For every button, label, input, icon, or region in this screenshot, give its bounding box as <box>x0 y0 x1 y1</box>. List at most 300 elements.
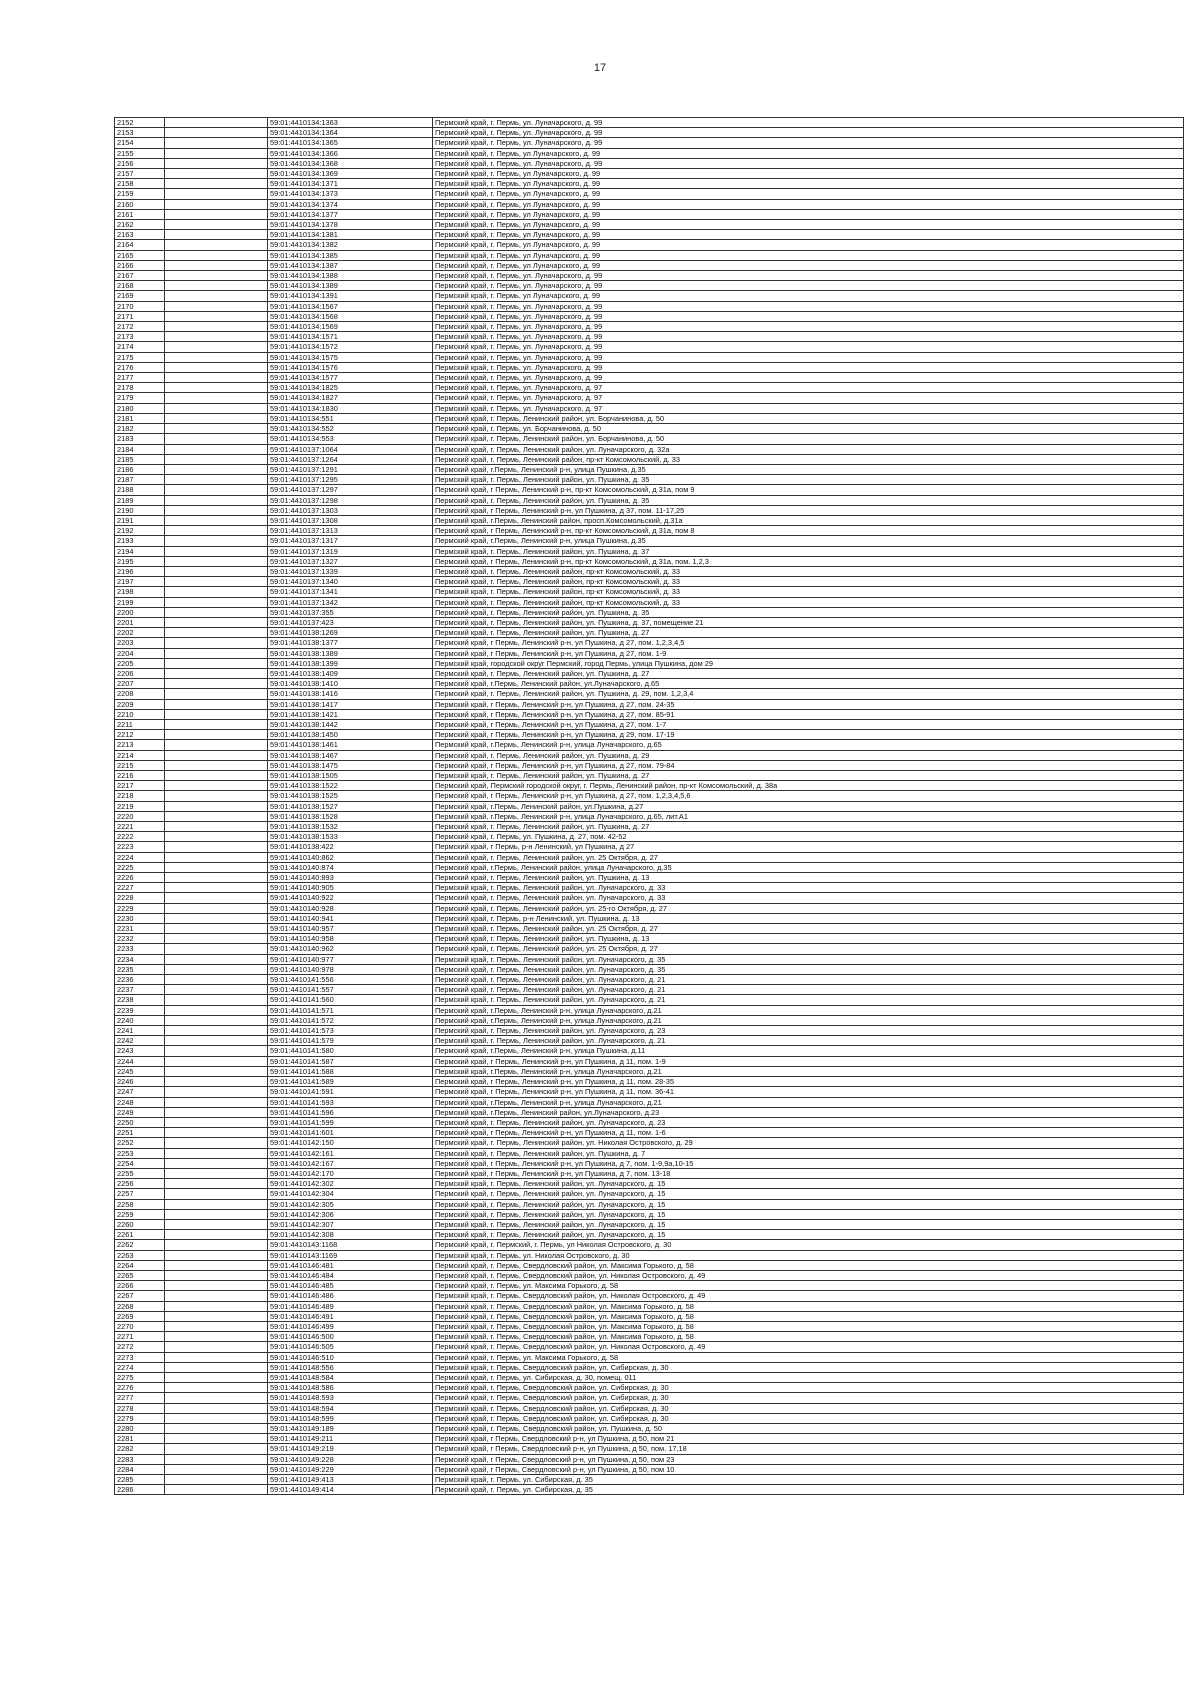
address-cell: Пермский край, г. Пермь, Ленинский район, ул. Луначарского, д. 21 <box>433 985 1184 995</box>
address-cell: Пермский край, г Пермь, Ленинский р-н, ул Пушкина, д 27, пом. 79-84 <box>433 760 1184 770</box>
address-cell: Пермский край, г. Пермь, Свердловский район, ул. Сибирская, д. 30 <box>433 1362 1184 1372</box>
blank-cell <box>165 301 268 311</box>
address-cell: Пермский край, г Пермь, Ленинский р-н, ул Пушкина, д 11, пом. 1-6 <box>433 1128 1184 1138</box>
row-number-cell: 2275 <box>115 1372 165 1382</box>
cadastral-number-cell: 59:01:4410142:161 <box>268 1148 433 1158</box>
table-row <box>115 1107 1184 1117</box>
row-number-cell: 2178 <box>115 383 165 393</box>
row-number-cell: 2171 <box>115 311 165 321</box>
address-cell: Пермский край, г. Пермь, Ленинский район, ул. Луначарского, д. 35 <box>433 954 1184 964</box>
address-cell: Пермский край, г. Пермь, ул. Луначарского, д. 99 <box>433 118 1184 128</box>
blank-cell <box>165 322 268 332</box>
row-number-cell: 2270 <box>115 1321 165 1331</box>
blank-cell <box>165 362 268 372</box>
blank-cell <box>165 1321 268 1331</box>
table-row <box>115 1270 1184 1280</box>
address-cell: Пермский край, г Пермь, Ленинский р-н, ул Пушкина, д 27, пом. 1-7 <box>433 719 1184 729</box>
cadastral-number-cell: 59:01:4410146:485 <box>268 1281 433 1291</box>
address-cell: Пермский край, г Пермь, Ленинский р-н, ул Пушкина, д 7, пом. 13-18 <box>433 1168 1184 1178</box>
blank-cell <box>165 1383 268 1393</box>
blank-cell <box>165 679 268 689</box>
cadastral-number-cell: 59:01:4410140:957 <box>268 924 433 934</box>
table-row <box>115 577 1184 587</box>
address-cell: Пермский край, г. Пермь, Свердловский район, ул. Николая Островского, д. 49 <box>433 1342 1184 1352</box>
address-cell: Пермский край, г. Пермь, Ленинский район, ул. Луначарского, д. 15 <box>433 1179 1184 1189</box>
table-row <box>115 362 1184 372</box>
blank-cell <box>165 852 268 862</box>
row-number-cell: 2254 <box>115 1158 165 1168</box>
address-cell: Пермский край, г. Пермь, Ленинский район, ул. Пушкина, д. 7 <box>433 1148 1184 1158</box>
address-cell: Пермский край, г Пермь, Ленинский р-н, ул Пушкина, д 27, пом. 1-9 <box>433 648 1184 658</box>
blank-cell <box>165 128 268 138</box>
cadastral-number-cell: 59:01:4410134:1363 <box>268 118 433 128</box>
address-cell: Пермский край, г. Пермь, Ленинский район, ул. Луначарского, д. 21 <box>433 1036 1184 1046</box>
table-row <box>115 924 1184 934</box>
address-cell: Пермский край, г.Пермь, Ленинский р-н, улица Луначарского, д.65, лит.А1 <box>433 811 1184 821</box>
cadastral-number-cell: 59:01:4410137:1341 <box>268 587 433 597</box>
blank-cell <box>165 1199 268 1209</box>
cadastral-number-cell: 59:01:4410146:499 <box>268 1321 433 1331</box>
address-cell: Пермский край, г Пермь, Ленинский р-н, ул Пушкина, д 11, пом. 36-41 <box>433 1087 1184 1097</box>
blank-cell <box>165 995 268 1005</box>
blank-cell <box>165 393 268 403</box>
row-number-cell: 2217 <box>115 781 165 791</box>
table-row <box>115 1301 1184 1311</box>
blank-cell <box>165 260 268 270</box>
table-body <box>115 118 1184 1495</box>
row-number-cell: 2185 <box>115 454 165 464</box>
row-number-cell: 2221 <box>115 822 165 832</box>
blank-cell <box>165 811 268 821</box>
table-row <box>115 1158 1184 1168</box>
row-number-cell: 2252 <box>115 1138 165 1148</box>
cadastral-number-cell: 59:01:4410134:1371 <box>268 179 433 189</box>
blank-cell <box>165 648 268 658</box>
row-number-cell: 2273 <box>115 1352 165 1362</box>
cadastral-number-cell: 59:01:4410142:302 <box>268 1179 433 1189</box>
cadastral-number-cell: 59:01:4410134:1368 <box>268 158 433 168</box>
address-cell: Пермский край, г.Пермь, Ленинский район, улица Луначарского, д.35 <box>433 862 1184 872</box>
cadastral-number-cell: 59:01:4410134:1571 <box>268 332 433 342</box>
address-cell: Пермский край, г. Пермь, Ленинский район, ул. 25 Октября, д. 27 <box>433 924 1184 934</box>
address-cell: Пермский край, г. Пермь, р-н Ленинский, ул. Пушкина, д. 13 <box>433 913 1184 923</box>
row-number-cell: 2262 <box>115 1240 165 1250</box>
address-cell: Пермский край, г. Пермь, Ленинский район, ул. Луначарского, д. 15 <box>433 1219 1184 1229</box>
address-cell: Пермский край, г. Пермь, Ленинский район, пр-кт Комсомольский, д. 33 <box>433 587 1184 597</box>
blank-cell <box>165 740 268 750</box>
table-row <box>115 536 1184 546</box>
cadastral-number-cell: 59:01:4410137:355 <box>268 607 433 617</box>
address-cell: Пермский край, г.Пермь, Ленинский р-н, улица Луначарского, д.21 <box>433 1066 1184 1076</box>
cadastral-number-cell: 59:01:4410134:1366 <box>268 148 433 158</box>
address-cell: Пермский край, г. Пермь, ул. Луначарского, д. 99 <box>433 311 1184 321</box>
blank-cell <box>165 873 268 883</box>
address-cell: Пермский край, г Пермь, Свердловский р-н, ул Пушкина, д 50, пом 23 <box>433 1454 1184 1464</box>
row-number-cell: 2214 <box>115 750 165 760</box>
cadastral-number-cell: 59:01:4410141:556 <box>268 975 433 985</box>
table-row <box>115 1311 1184 1321</box>
cadastral-number-cell: 59:01:4410141:596 <box>268 1107 433 1117</box>
cadastral-number-cell: 59:01:4410138:1533 <box>268 832 433 842</box>
table-row <box>115 1444 1184 1454</box>
blank-cell <box>165 1270 268 1280</box>
blank-cell <box>165 1475 268 1485</box>
row-number-cell: 2195 <box>115 556 165 566</box>
row-number-cell: 2263 <box>115 1250 165 1260</box>
table-row <box>115 1475 1184 1485</box>
cadastral-number-cell: 59:01:4410138:1269 <box>268 628 433 638</box>
blank-cell <box>165 1077 268 1087</box>
blank-cell <box>165 526 268 536</box>
cadastral-number-cell: 59:01:4410134:1388 <box>268 271 433 281</box>
blank-cell <box>165 832 268 842</box>
address-cell: Пермский край, г. Пермь, Ленинский район, ул. Луначарского, д. 33 <box>433 883 1184 893</box>
cadastral-number-cell: 59:01:4410140:978 <box>268 964 433 974</box>
cadastral-number-cell: 59:01:4410134:1827 <box>268 393 433 403</box>
row-number-cell: 2204 <box>115 648 165 658</box>
blank-cell <box>165 577 268 587</box>
row-number-cell: 2200 <box>115 607 165 617</box>
address-cell: Пермский край, г Пермь, Свердловский р-н, ул Пушкина, д 50, пом 10 <box>433 1464 1184 1474</box>
address-cell: Пермский край, г.Пермь, Ленинский р-н, улица Луначарского, д.65 <box>433 740 1184 750</box>
table-row <box>115 1128 1184 1138</box>
table-row <box>115 209 1184 219</box>
address-cell: Пермский край, г. Пермь, ул. Луначарского, д. 99 <box>433 281 1184 291</box>
table-row <box>115 1321 1184 1331</box>
row-number-cell: 2223 <box>115 842 165 852</box>
address-cell: Пермский край, г Пермь, Ленинский р-н, ул Пушкина, д 11, пом. 28-35 <box>433 1077 1184 1087</box>
address-cell: Пермский край, г. Пермь, Ленинский район, ул. Луначарского, д. 33 <box>433 893 1184 903</box>
table-row <box>115 597 1184 607</box>
blank-cell <box>165 505 268 515</box>
blank-cell <box>165 1128 268 1138</box>
cadastral-number-cell: 59:01:4410137:1264 <box>268 454 433 464</box>
address-cell: Пермский край, г. Пермь, ул. Луначарского, д. 99 <box>433 373 1184 383</box>
address-cell: Пермский край, г Пермь, Свердловский р-н, ул Пушкина, д 50, пом. 17,18 <box>433 1444 1184 1454</box>
cadastral-number-cell: 59:01:4410138:1475 <box>268 760 433 770</box>
table-row <box>115 699 1184 709</box>
blank-cell <box>165 1403 268 1413</box>
blank-cell <box>165 444 268 454</box>
blank-cell <box>165 750 268 760</box>
blank-cell <box>165 1056 268 1066</box>
blank-cell <box>165 597 268 607</box>
table-row <box>115 648 1184 658</box>
cadastral-number-cell: 59:01:4410148:593 <box>268 1393 433 1403</box>
blank-cell <box>165 250 268 260</box>
row-number-cell: 2169 <box>115 291 165 301</box>
address-cell: Пермский край, г. Пермь, ул. Луначарского, д. 99 <box>433 352 1184 362</box>
register-table <box>114 117 1184 1495</box>
row-number-cell: 2264 <box>115 1260 165 1270</box>
row-number-cell: 2272 <box>115 1342 165 1352</box>
table-row <box>115 352 1184 362</box>
table-row <box>115 434 1184 444</box>
cadastral-number-cell: 59:01:4410134:1382 <box>268 240 433 250</box>
address-cell: Пермский край, г. Пермь, ул. Луначарского, д. 99 <box>433 301 1184 311</box>
table-row <box>115 566 1184 576</box>
address-cell: Пермский край, г. Пермь, Ленинский район, ул. Пушкина, д. 27 <box>433 668 1184 678</box>
address-cell: Пермский край, г. Пермь, Ленинский район, ул. Луначарского, д. 15 <box>433 1199 1184 1209</box>
blank-cell <box>165 1179 268 1189</box>
row-number-cell: 2245 <box>115 1066 165 1076</box>
cadastral-number-cell: 59:01:4410142:167 <box>268 1158 433 1168</box>
blank-cell <box>165 1219 268 1229</box>
address-cell: Пермский край, г. Пермь, Ленинский район, ул. Луначарского, д. 15 <box>433 1189 1184 1199</box>
blank-cell <box>165 1209 268 1219</box>
cadastral-number-cell: 59:01:4410137:1295 <box>268 475 433 485</box>
blank-cell <box>165 566 268 576</box>
table-row <box>115 1148 1184 1158</box>
table-row <box>115 1056 1184 1066</box>
cadastral-number-cell: 59:01:4410141:601 <box>268 1128 433 1138</box>
address-cell: Пермский край, г. Пермь, Свердловский район, ул. Сибирская, д. 30 <box>433 1403 1184 1413</box>
address-cell: Пермский край, г. Пермь, Ленинский район, ул. 25-го Октября, д. 27 <box>433 903 1184 913</box>
row-number-cell: 2170 <box>115 301 165 311</box>
blank-cell <box>165 699 268 709</box>
table-row <box>115 862 1184 872</box>
blank-cell <box>165 709 268 719</box>
blank-cell <box>165 403 268 413</box>
cadastral-number-cell: 59:01:4410149:189 <box>268 1424 433 1434</box>
blank-cell <box>165 1291 268 1301</box>
address-cell: Пермский край, г. Пермь, ул. Николая Островского, д. 30 <box>433 1250 1184 1260</box>
table-row <box>115 954 1184 964</box>
row-number-cell: 2281 <box>115 1434 165 1444</box>
blank-cell <box>165 556 268 566</box>
row-number-cell: 2251 <box>115 1128 165 1138</box>
table-row <box>115 842 1184 852</box>
blank-cell <box>165 1046 268 1056</box>
address-cell: Пермский край, г. Пермь, ул Луначарского, д. 99 <box>433 250 1184 260</box>
address-cell: Пермский край, г. Пермь, ул. Луначарского, д. 97 <box>433 403 1184 413</box>
cadastral-number-cell: 59:01:4410134:1378 <box>268 220 433 230</box>
cadastral-number-cell: 59:01:4410148:584 <box>268 1372 433 1382</box>
table-row <box>115 975 1184 985</box>
cadastral-number-cell: 59:01:4410140:977 <box>268 954 433 964</box>
table-row <box>115 628 1184 638</box>
address-cell: Пермский край, городской округ Пермский, город Пермь, улица Пушкина, дом 29 <box>433 658 1184 668</box>
blank-cell <box>165 342 268 352</box>
blank-cell <box>165 975 268 985</box>
blank-cell <box>165 1352 268 1362</box>
address-cell: Пермский край, г Пермь, Ленинский р-н, ул Пушкина, д 11, пом. 1-9 <box>433 1056 1184 1066</box>
blank-cell <box>165 638 268 648</box>
row-number-cell: 2173 <box>115 332 165 342</box>
table-row <box>115 934 1184 944</box>
table-row <box>115 832 1184 842</box>
table-row <box>115 709 1184 719</box>
blank-cell <box>165 1087 268 1097</box>
blank-cell <box>165 791 268 801</box>
blank-cell <box>165 1117 268 1127</box>
blank-cell <box>165 1168 268 1178</box>
blank-cell <box>165 464 268 474</box>
table-row <box>115 1117 1184 1127</box>
cadastral-number-cell: 59:01:4410141:599 <box>268 1117 433 1127</box>
blank-cell <box>165 118 268 128</box>
table-row <box>115 617 1184 627</box>
address-cell: Пермский край, г. Пермь, ул. Сибирская, д. 35 <box>433 1475 1184 1485</box>
blank-cell <box>165 281 268 291</box>
table-row <box>115 475 1184 485</box>
row-number-cell: 2154 <box>115 138 165 148</box>
table-row <box>115 1005 1184 1015</box>
cadastral-number-cell: 59:01:4410138:1528 <box>268 811 433 821</box>
address-cell: Пермский край, г. Пермь, ул Луначарского, д. 99 <box>433 240 1184 250</box>
address-cell: Пермский край, г. Пермь, ул. Луначарского, д. 99 <box>433 128 1184 138</box>
address-cell: Пермский край, г. Пермь, ул Луначарского, д. 99 <box>433 169 1184 179</box>
blank-cell <box>165 1107 268 1117</box>
table-row <box>115 403 1184 413</box>
row-number-cell: 2282 <box>115 1444 165 1454</box>
row-number-cell: 2255 <box>115 1168 165 1178</box>
address-cell: Пермский край, г. Пермь, ул Луначарского, д. 99 <box>433 189 1184 199</box>
cadastral-number-cell: 59:01:4410141:587 <box>268 1056 433 1066</box>
address-cell: Пермский край, г. Пермь, ул Луначарского, д. 99 <box>433 199 1184 209</box>
blank-cell <box>165 148 268 158</box>
row-number-cell: 2280 <box>115 1424 165 1434</box>
row-number-cell: 2210 <box>115 709 165 719</box>
row-number-cell: 2233 <box>115 944 165 954</box>
blank-cell <box>165 607 268 617</box>
blank-cell <box>165 1005 268 1015</box>
blank-cell <box>165 434 268 444</box>
blank-cell <box>165 1026 268 1036</box>
address-cell: Пермский край, г. Пермь, Ленинский район, пр-кт Комсомольский, д. 33 <box>433 566 1184 576</box>
table-row <box>115 179 1184 189</box>
cadastral-number-cell: 59:01:4410134:1830 <box>268 403 433 413</box>
row-number-cell: 2161 <box>115 209 165 219</box>
cadastral-number-cell: 59:01:4410134:1569 <box>268 322 433 332</box>
blank-cell <box>165 515 268 525</box>
blank-cell <box>165 332 268 342</box>
blank-cell <box>165 1434 268 1444</box>
row-number-cell: 2259 <box>115 1209 165 1219</box>
table-row <box>115 230 1184 240</box>
address-cell: Пермский край, г Пермь, Ленинский р-н, пр-кт Комсомольский, д 31а, пом 9 <box>433 485 1184 495</box>
table-row <box>115 485 1184 495</box>
row-number-cell: 2248 <box>115 1097 165 1107</box>
row-number-cell: 2205 <box>115 658 165 668</box>
table-row <box>115 1352 1184 1362</box>
cadastral-number-cell: 59:01:4410137:1327 <box>268 556 433 566</box>
cadastral-number-cell: 59:01:4410138:1409 <box>268 668 433 678</box>
table-row <box>115 495 1184 505</box>
blank-cell <box>165 944 268 954</box>
address-cell: Пермский край, г. Пермь, Ленинский район, ул. Луначарского, д. 21 <box>433 995 1184 1005</box>
blank-cell <box>165 1332 268 1342</box>
blank-cell <box>165 1424 268 1434</box>
cadastral-number-cell: 59:01:4410138:1522 <box>268 781 433 791</box>
table-row <box>115 679 1184 689</box>
table-row <box>115 873 1184 883</box>
table-row <box>115 903 1184 913</box>
blank-cell <box>165 1036 268 1046</box>
row-number-cell: 2277 <box>115 1393 165 1403</box>
cadastral-number-cell: 59:01:4410146:489 <box>268 1301 433 1311</box>
blank-cell <box>165 1454 268 1464</box>
blank-cell <box>165 668 268 678</box>
table-row <box>115 393 1184 403</box>
address-cell: Пермский край, г. Пермь, Свердловский район, ул. Максима Горького, д. 58 <box>433 1260 1184 1270</box>
address-cell: Пермский край, г. Пермь, Ленинский район, пр-кт Комсомольский, д. 33 <box>433 454 1184 464</box>
blank-cell <box>165 485 268 495</box>
address-cell: Пермский край, г Пермь, Ленинский р-н, ул Пушкина, д 27, пом. 1,2,3,4,5,6 <box>433 791 1184 801</box>
row-number-cell: 2216 <box>115 771 165 781</box>
cadastral-number-cell: 59:01:4410137:1064 <box>268 444 433 454</box>
blank-cell <box>165 1301 268 1311</box>
blank-cell <box>165 373 268 383</box>
cadastral-number-cell: 59:01:4410142:308 <box>268 1230 433 1240</box>
cadastral-number-cell: 59:01:4410134:1387 <box>268 260 433 270</box>
cadastral-number-cell: 59:01:4410137:1317 <box>268 536 433 546</box>
address-cell: Пермский край, г. Пермь, ул Луначарского, д. 99 <box>433 260 1184 270</box>
cadastral-number-cell: 59:01:4410140:958 <box>268 934 433 944</box>
blank-cell <box>165 760 268 770</box>
cadastral-number-cell: 59:01:4410142:150 <box>268 1138 433 1148</box>
address-cell: Пермский край, г. Пермь, Ленинский район, ул. Луначарского, д. 23 <box>433 1026 1184 1036</box>
table-row <box>115 1230 1184 1240</box>
blank-cell <box>165 862 268 872</box>
blank-cell <box>165 913 268 923</box>
blank-cell <box>165 271 268 281</box>
row-number-cell: 2176 <box>115 362 165 372</box>
table-row <box>115 301 1184 311</box>
row-number-cell: 2196 <box>115 566 165 576</box>
cadastral-number-cell: 59:01:4410134:1374 <box>268 199 433 209</box>
blank-cell <box>165 536 268 546</box>
row-number-cell: 2184 <box>115 444 165 454</box>
blank-cell <box>165 883 268 893</box>
table-row <box>115 281 1184 291</box>
cadastral-number-cell: 59:01:4410149:219 <box>268 1444 433 1454</box>
blank-cell <box>165 189 268 199</box>
row-number-cell: 2228 <box>115 893 165 903</box>
address-cell: Пермский край, г Пермь, р-н Ленинский, ул Пушкина, д 27 <box>433 842 1184 852</box>
blank-cell <box>165 985 268 995</box>
row-number-cell: 2225 <box>115 862 165 872</box>
address-cell: Пермский край, г. Пермь, Ленинский район, ул. Луначарского, д. 35 <box>433 964 1184 974</box>
row-number-cell: 2247 <box>115 1087 165 1097</box>
row-number-cell: 2224 <box>115 852 165 862</box>
table-row <box>115 1026 1184 1036</box>
row-number-cell: 2188 <box>115 485 165 495</box>
row-number-cell: 2237 <box>115 985 165 995</box>
table-row <box>115 322 1184 332</box>
row-number-cell: 2236 <box>115 975 165 985</box>
row-number-cell: 2271 <box>115 1332 165 1342</box>
address-cell: Пермский край, г. Пермь, ул. Сибирская, д. 35 <box>433 1485 1184 1495</box>
address-cell: Пермский край, г. Пермь, ул. Луначарского, д. 99 <box>433 158 1184 168</box>
address-cell: Пермский край, г. Пермь, Свердловский район, ул. Максима Горького, д. 58 <box>433 1311 1184 1321</box>
row-number-cell: 2243 <box>115 1046 165 1056</box>
address-cell: Пермский край, г.Пермь, Ленинский район, ул.Пушкина, д.27 <box>433 801 1184 811</box>
address-cell: Пермский край, г. Пермь, Ленинский район, ул. Луначарского, д. 23 <box>433 1117 1184 1127</box>
address-cell: Пермский край, г. Пермь, Ленинский район, ул. Луначарского, д. 15 <box>433 1230 1184 1240</box>
cadastral-number-cell: 59:01:4410142:305 <box>268 1199 433 1209</box>
address-cell: Пермский край, г. Пермь, Ленинский район, ул. Николая Островского, д. 29 <box>433 1138 1184 1148</box>
cadastral-number-cell: 59:01:4410138:1389 <box>268 648 433 658</box>
row-number-cell: 2194 <box>115 546 165 556</box>
table-row <box>115 730 1184 740</box>
cadastral-number-cell: 59:01:4410148:594 <box>268 1403 433 1413</box>
table-row <box>115 271 1184 281</box>
address-cell: Пермский край, г Пермь, Ленинский р-н, ул Пушкина, д 7, пом. 1-9,9а,10-15 <box>433 1158 1184 1168</box>
cadastral-number-cell: 59:01:4410134:1364 <box>268 128 433 138</box>
row-number-cell: 2285 <box>115 1475 165 1485</box>
row-number-cell: 2208 <box>115 689 165 699</box>
